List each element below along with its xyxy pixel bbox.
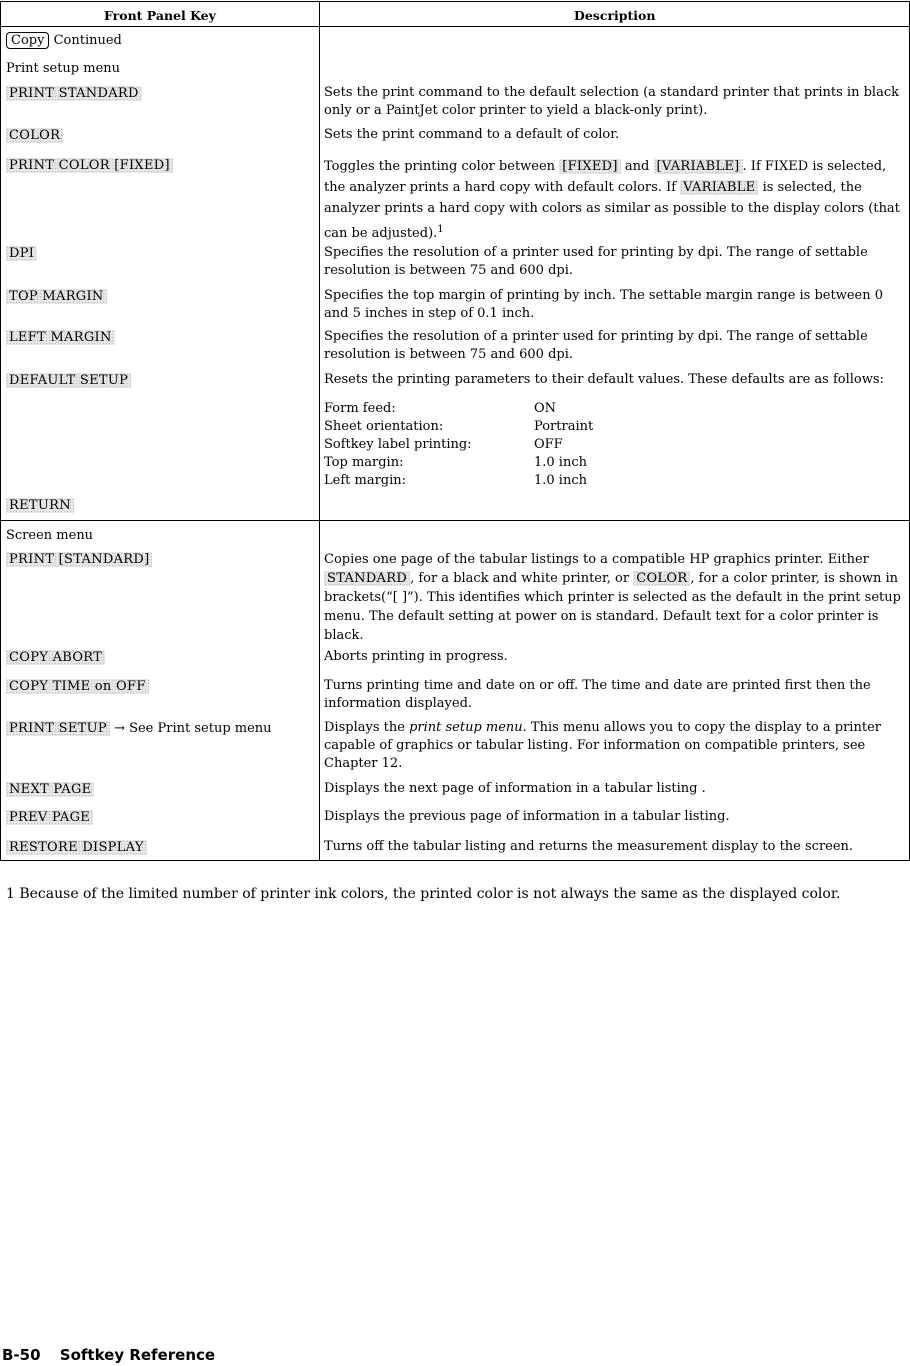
copy-time-softkey[interactable]: COPY TIME on OFF xyxy=(6,679,149,694)
variable-inline-key-2: VARIABLE xyxy=(680,180,758,195)
desc-next-page: Displays the next page of information in a tabular listing . xyxy=(324,781,706,796)
table-bottom-border xyxy=(0,860,910,861)
header-divider xyxy=(0,26,910,27)
desc-dpi: Specifies the resolution of a printer used for printing by dpi. The range of settable resolution is between 75 and 600 dpi. xyxy=(324,245,868,278)
default-value: Portraint xyxy=(534,419,594,434)
section-title: Softkey Reference xyxy=(59,1346,216,1364)
standard-inline-key: STANDARD xyxy=(324,571,410,586)
return-softkey[interactable]: RETURN xyxy=(6,498,74,513)
print-standard-softkey[interactable]: PRINT STANDARD xyxy=(6,86,142,101)
key-cell-copy-time xyxy=(6,678,149,696)
next-page-softkey[interactable]: NEXT PAGE xyxy=(6,782,94,797)
default-value: 1.0 inch xyxy=(534,455,587,470)
desc-top-margin: Specifies the top margin of printing by inch. The settable margin range is between 0 and 5 inches in step of 0.1 inch. xyxy=(324,288,884,321)
default-name: Sheet orientation: xyxy=(324,419,444,434)
desc-copy-abort: Aborts printing in progress. xyxy=(324,649,508,664)
page-footer xyxy=(2,1346,215,1364)
prev-page-softkey[interactable]: PREV PAGE xyxy=(6,810,93,825)
desc-print-setup xyxy=(324,719,899,773)
key-cell-print-setup xyxy=(6,720,272,738)
desc-italic: print setup menu xyxy=(409,720,523,735)
desc-color: Sets the print command to a default of color. xyxy=(324,127,620,142)
footnote-ref: 1 xyxy=(437,224,444,235)
desc-left-margin: Specifies the resolution of a printer used for printing by dpi. The range of settable resolution is between 75 and 600 dpi. xyxy=(324,329,868,362)
key-cell-next-page xyxy=(6,781,94,799)
table-column-divider xyxy=(319,1,320,861)
key-cell-print-color-fixed xyxy=(6,157,173,175)
dpi-softkey[interactable]: DPI xyxy=(6,246,37,261)
table-left-border xyxy=(0,1,1,861)
key-cell-top-margin xyxy=(6,288,107,306)
desc-print-standard-screen xyxy=(324,550,910,645)
default-name: Top margin: xyxy=(324,455,404,470)
key-cell-print-standard xyxy=(6,85,142,103)
table-top-border xyxy=(0,1,910,2)
default-name: Left margin: xyxy=(324,473,407,488)
default-name: Form feed: xyxy=(324,401,396,416)
fixed-inline-key: [FIXED] xyxy=(559,159,621,174)
top-margin-softkey[interactable]: TOP MARGIN xyxy=(6,289,107,304)
screen-menu-title: Screen menu xyxy=(6,528,94,543)
copy-hardkey[interactable]: Copy xyxy=(6,32,49,49)
copy-abort-softkey[interactable]: COPY ABORT xyxy=(6,650,105,665)
default-name: Softkey label printing: xyxy=(324,437,472,452)
default-setup-softkey[interactable]: DEFAULT SETUP xyxy=(6,373,131,388)
footnote: 1 Because of the limited number of printer ink colors, the printed color is not always the same as the displayed color. xyxy=(6,886,841,902)
print-setup-menu-title: Print setup menu xyxy=(6,61,121,76)
key-cell-prev-page xyxy=(6,809,93,827)
see-print-setup-note: → See Print setup menu xyxy=(114,721,272,736)
desc-print-standard: Sets the print command to the default selection (a standard printer that prints in black only or a PaintJet color printer to yield a black-only print). xyxy=(324,85,899,118)
desc-prev-page: Displays the previous page of information in a tabular listing. xyxy=(324,809,730,824)
default-value: 1.0 inch xyxy=(534,473,587,488)
desc-text: , for a black and white printer, or xyxy=(410,571,630,586)
continued-label: Continued xyxy=(53,33,122,48)
color-inline-key: COLOR xyxy=(633,571,690,586)
restore-display-softkey[interactable]: RESTORE DISPLAY xyxy=(6,840,147,855)
print-setup-softkey[interactable]: PRINT SETUP xyxy=(6,721,110,736)
desc-text: is selected, the analyzer prints a hard copy with colors as similar as possible to the display colors (that can be adjusted). xyxy=(324,180,900,241)
default-value: OFF xyxy=(534,437,563,452)
desc-text: Copies one page of the tabular listings to a compatible HP graphics printer. Either xyxy=(324,552,869,567)
key-cell-copy-abort xyxy=(6,649,105,667)
desc-text: and xyxy=(624,159,650,174)
key-cell-color xyxy=(6,127,63,145)
left-margin-softkey[interactable]: LEFT MARGIN xyxy=(6,330,115,345)
desc-print-color-fixed xyxy=(324,156,910,244)
key-cell-print-standard-screen xyxy=(6,551,152,569)
desc-text: Displays the xyxy=(324,720,405,735)
column-header-key: Front Panel Key xyxy=(104,8,216,23)
key-cell-default-setup xyxy=(6,372,131,390)
variable-inline-key: [VARIABLE] xyxy=(654,159,743,174)
default-value: ON xyxy=(534,401,557,416)
page-number: B-50 xyxy=(2,1346,41,1364)
desc-text: . This menu allows you to copy the display to a printer capable of graphics or tabular listing. For information on compatible printers, see Chapter 12. xyxy=(324,720,881,771)
color-softkey[interactable]: COLOR xyxy=(6,128,63,143)
key-cell-restore-display xyxy=(6,839,147,857)
desc-restore-display: Turns off the tabular listing and returns the measurement display to the screen. xyxy=(324,839,854,854)
desc-text: . If FIXED is selected, the analyzer prints a hard copy with default colors. If xyxy=(324,159,887,195)
desc-default-setup: Resets the printing parameters to their default values. These defaults are as follows: xyxy=(324,372,884,387)
key-cell-dpi xyxy=(6,245,37,263)
desc-text: , for a color printer, is shown in brackets(“[ ]”). This identifies which printer is selected as the default in the print setup menu. The default setting at power on is standard. Default text for a color printer is black. xyxy=(324,571,901,643)
desc-copy-time: Turns printing time and date on or off. The time and date are printed first then the information displayed. xyxy=(324,678,871,711)
key-cell-return xyxy=(6,497,74,515)
section-divider xyxy=(0,520,910,521)
key-cell-left-margin xyxy=(6,329,115,347)
print-color-fixed-softkey[interactable]: PRINT COLOR [FIXED] xyxy=(6,158,173,173)
copy-continued-row xyxy=(6,32,122,50)
print-standard-screen-softkey[interactable]: PRINT [STANDARD] xyxy=(6,552,152,567)
column-header-description: Description xyxy=(574,8,656,23)
desc-text: Toggles the printing color between xyxy=(324,159,556,174)
